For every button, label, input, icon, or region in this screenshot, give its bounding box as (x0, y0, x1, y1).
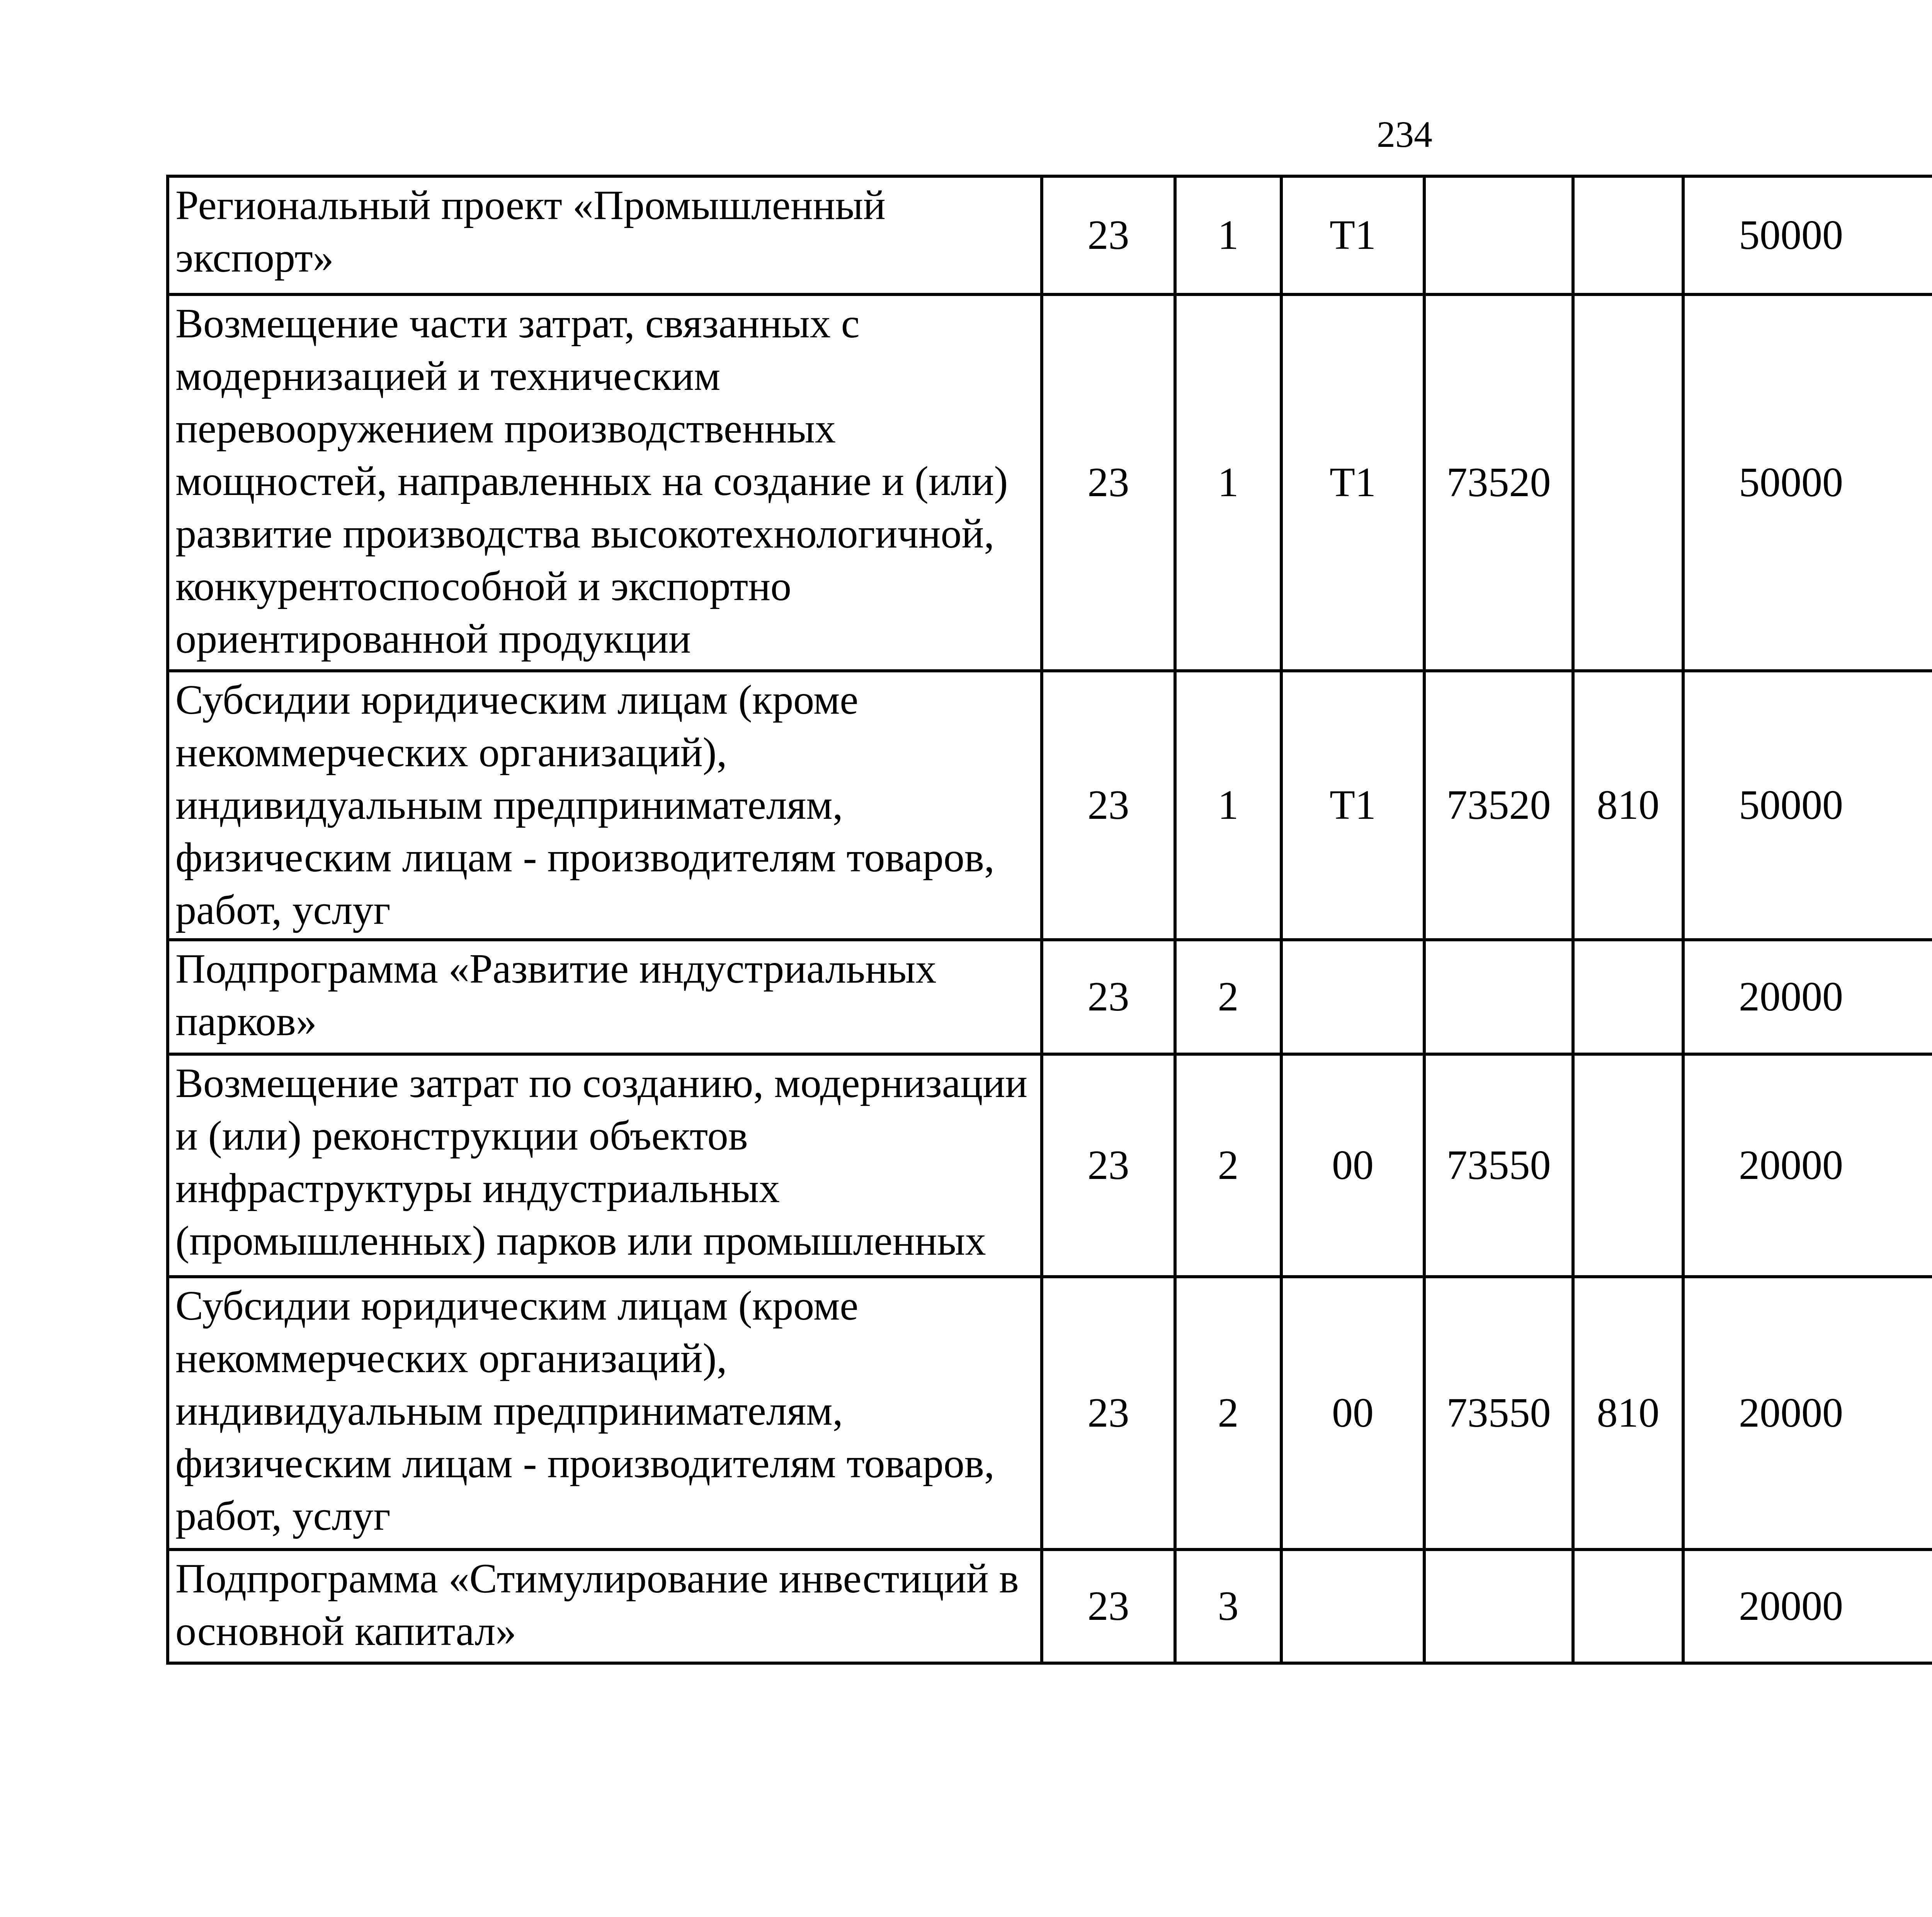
table-row (168, 294, 1932, 671)
subsection-code: 1 (1175, 176, 1281, 294)
type-code (1573, 294, 1683, 671)
subsection-code: 3 (1175, 1550, 1281, 1663)
type-code (1573, 1054, 1683, 1277)
expense-code: 73550 (1424, 1054, 1573, 1277)
expense-code (1424, 940, 1573, 1054)
section-code: 23 (1042, 1054, 1175, 1277)
budget-table (166, 175, 1932, 1665)
expense-code (1424, 176, 1573, 294)
section-code: 23 (1042, 294, 1175, 671)
project-code (1281, 940, 1424, 1054)
subsection-code: 2 (1175, 1277, 1281, 1550)
type-code (1573, 940, 1683, 1054)
page-number: 234 (1377, 114, 1432, 155)
table-row (168, 1550, 1932, 1663)
amount-year-1: 20000 (1683, 1054, 1932, 1277)
amount-year-1: 20000 (1683, 940, 1932, 1054)
row-name: Подпрограмма «Стимулирование инвестиций в основной капитал» (168, 1550, 1042, 1663)
section-code: 23 (1042, 1550, 1175, 1663)
row-name: Возмещение затрат по созданию, модернизации и (или) реконструкции объектов инфраструктуры индустриальных (промышленных) парков или промышленных (168, 1054, 1042, 1277)
table-row (168, 176, 1932, 294)
amount-year-1: 50000 (1683, 176, 1932, 294)
row-name: Субсидии юридическим лицам (кроме некоммерческих организаций), индивидуальным предпринимателям, физическим лицам - производителям товаров, работ, услуг (168, 671, 1042, 940)
expense-code: 73520 (1424, 294, 1573, 671)
type-code: 810 (1573, 1277, 1683, 1550)
type-code: 810 (1573, 671, 1683, 940)
amount-year-1: 50000 (1683, 671, 1932, 940)
row-name: Возмещение части затрат, связанных с модернизацией и техническим перевооружением производственных мощностей, направленных на создание и (или) развитие производства высокотехнологичной, конкурентоспособной и экспортно ориентированной продукции (168, 294, 1042, 671)
project-code: T1 (1281, 671, 1424, 940)
amount-year-1: 50000 (1683, 294, 1932, 671)
row-name: Субсидии юридическим лицам (кроме некоммерческих организаций), индивидуальным предпринимателям, физическим лицам - производителям товаров, работ, услуг (168, 1277, 1042, 1550)
expense-code: 73520 (1424, 671, 1573, 940)
section-code: 23 (1042, 671, 1175, 940)
amount-year-1: 20000 (1683, 1277, 1932, 1550)
type-code (1573, 176, 1683, 294)
section-code: 23 (1042, 940, 1175, 1054)
expense-code: 73550 (1424, 1277, 1573, 1550)
project-code (1281, 1550, 1424, 1663)
section-code: 23 (1042, 176, 1175, 294)
type-code (1573, 1550, 1683, 1663)
project-code: T1 (1281, 176, 1424, 294)
amount-year-1: 20000 (1683, 1550, 1932, 1663)
expense-code (1424, 1550, 1573, 1663)
table-row (168, 1054, 1932, 1277)
row-name: Региональный проект «Промышленный экспорт» (168, 176, 1042, 294)
table-row (168, 940, 1932, 1054)
subsection-code: 1 (1175, 294, 1281, 671)
subsection-code: 2 (1175, 940, 1281, 1054)
table-row (168, 1277, 1932, 1550)
project-code: 00 (1281, 1054, 1424, 1277)
section-code: 23 (1042, 1277, 1175, 1550)
row-name: Подпрограмма «Развитие индустриальных парков» (168, 940, 1042, 1054)
subsection-code: 1 (1175, 671, 1281, 940)
project-code: 00 (1281, 1277, 1424, 1550)
project-code: T1 (1281, 294, 1424, 671)
table-row (168, 671, 1932, 940)
subsection-code: 2 (1175, 1054, 1281, 1277)
